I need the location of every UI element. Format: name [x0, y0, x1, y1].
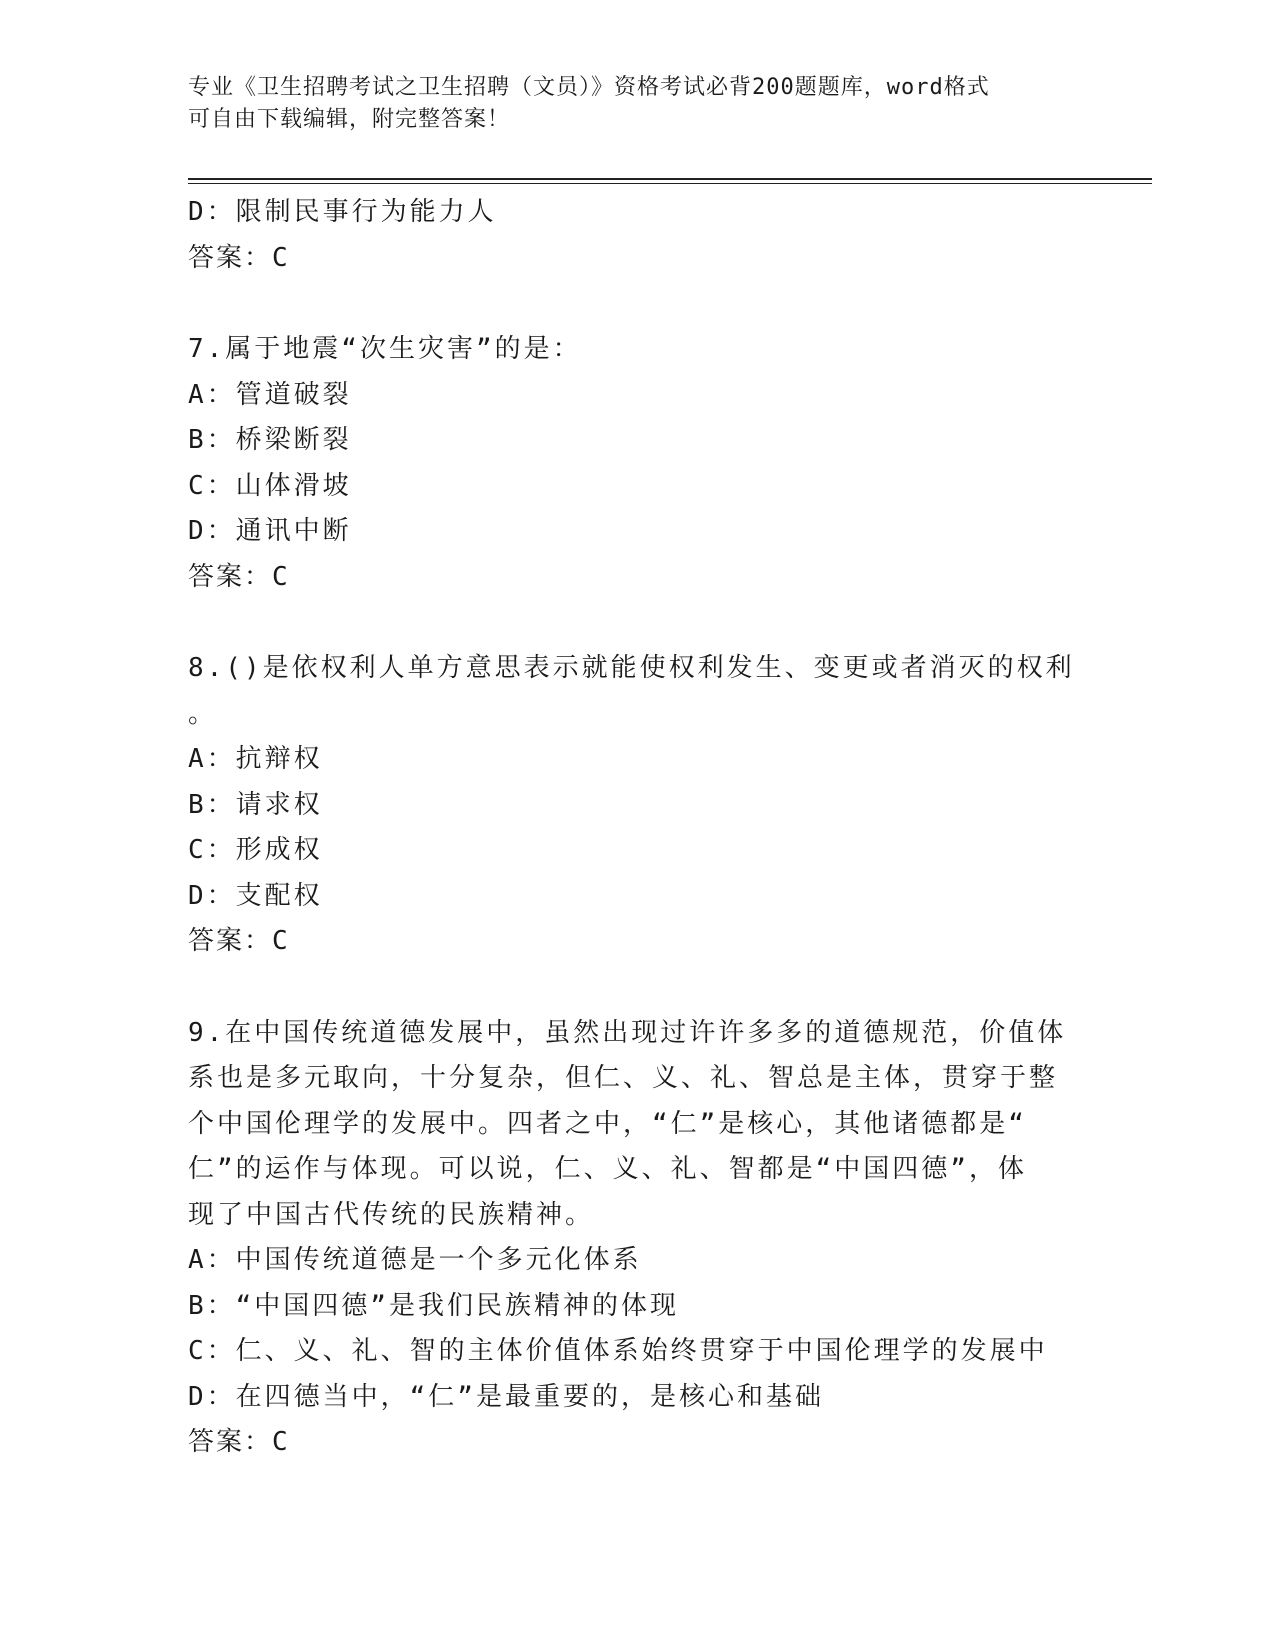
option-b: B：“中国四德”是我们民族精神的体现	[188, 1290, 679, 1321]
header-line-1: 专业《卫生招聘考试之卫生招聘（文员）》资格考试必背200题题库，word格式	[188, 75, 990, 100]
question-9	[188, 1011, 1068, 1466]
option-c: C：仁、义、礼、智的主体价值体系始终贯穿于中国伦理学的发展中	[188, 1336, 1048, 1366]
question-stem-line-2: 。	[188, 698, 218, 729]
spacer	[188, 600, 1068, 646]
answer: 答案：C	[188, 242, 290, 273]
option-b: B：请求权	[188, 789, 323, 820]
question-7	[188, 327, 1068, 600]
option-d: D：在四德当中，“仁”是最重要的，是核心和基础	[188, 1381, 824, 1412]
option-d: D：通讯中断	[188, 516, 352, 546]
question-8	[188, 646, 1075, 965]
header-divider-thick	[188, 178, 1152, 180]
question-6-tail	[188, 190, 1068, 281]
answer: 答案：C	[188, 1427, 290, 1457]
answer: 答案：C	[188, 561, 290, 592]
header-line-2: 可自由下载编辑，附完整答案！	[188, 107, 511, 132]
option-c: C：形成权	[188, 835, 323, 865]
spacer	[188, 281, 1068, 327]
option-d: D：支配权	[188, 880, 323, 911]
option-a: A：中国传统道德是一个多元化体系	[188, 1245, 642, 1275]
header-divider-thin	[188, 183, 1152, 184]
question-stem: 7.属于地震“次生灾害”的是：	[188, 334, 582, 364]
option-d: D：限制民事行为能力人	[188, 197, 497, 227]
question-stem-line-1: 8.()是依权利人单方意思表示就能使权利发生、变更或者消灭的权利	[188, 653, 1075, 683]
document-header	[188, 72, 1088, 136]
option-a: A：管道破裂	[188, 379, 352, 410]
question-stem-line-1: 9.在中国传统道德发展中，虽然出现过许许多多的道德规范，价值体	[188, 1017, 1067, 1048]
question-list	[188, 190, 1075, 1466]
question-stem-line-5: 现了中国古代传统的民族精神。	[188, 1199, 595, 1230]
question-stem-line-4: 仁”的运作与体现。可以说，仁、义、礼、智都是“中国四德”，体	[188, 1154, 1027, 1184]
question-stem-line-3: 个中国伦理学的发展中。四者之中，“仁”是核心，其他诸德都是“	[188, 1108, 1027, 1139]
answer: 答案：C	[188, 926, 290, 956]
question-stem-line-2: 系也是多元取向，十分复杂，但仁、义、礼、智总是主体，贯穿于整	[188, 1063, 1059, 1093]
option-a: A：抗辩权	[188, 744, 323, 774]
option-b: B：桥梁断裂	[188, 425, 352, 455]
spacer	[188, 965, 1068, 1011]
option-c: C：山体滑坡	[188, 470, 352, 501]
